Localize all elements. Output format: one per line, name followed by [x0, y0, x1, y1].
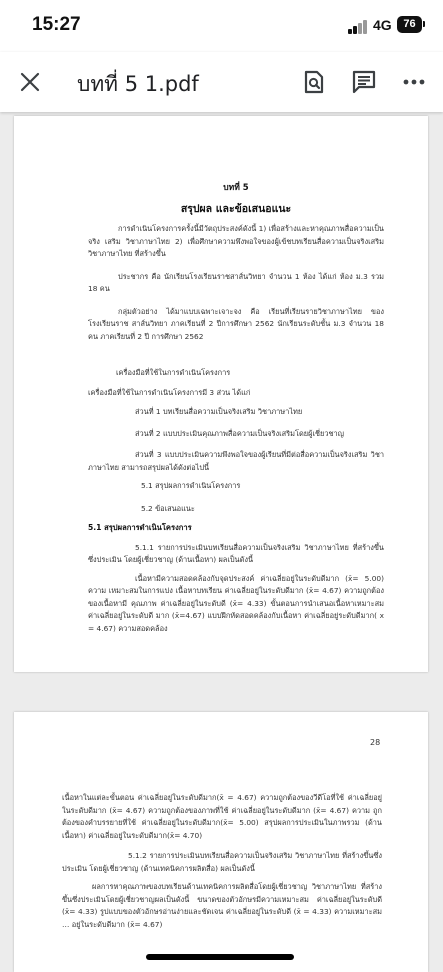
more-vert-icon — [403, 79, 425, 85]
status-time: 15:27 — [32, 14, 81, 35]
chapter-subtitle: สรุปผล และข้อเสนอแนะ — [180, 202, 292, 215]
population-paragraph: ประชากร คือ นักเรียนโรงเรียนราชสาส์นวิทยา จำนวน 1 ห้อง ได้แก่ ห้อง ม.3 รวม 18 คน — [88, 271, 384, 293]
section-5-1-1-paragraph: 5.1.1 รายการประเมินบทเรียนสื่อความเป็นจริงเสริม วิชาภาษาไทย ที่สร้างขึ้นซึ่งประเมิน โดยผู้เชี่ยวชาญ (ด้านเนื้อหา) ผลเป็นดังนี้ — [88, 542, 384, 564]
tool-part-1: ส่วนที่ 1 บทเรียนสื่อความเป็นจริงเสริม วิชาภาษาไทย — [135, 407, 303, 416]
section-heading-5-1: 5.1 สรุปผลการดำเนินโครงการ — [88, 523, 192, 532]
network-type: 4G — [373, 17, 392, 33]
tool-part-3: ส่วนที่ 3 แบบประเมินความพึงพอใจของผู้เรียนที่มีต่อสื่อความเป็นจริงเสริม วิชาภาษาไทย สามารถสรุปผลได้ดังต่อไปนี้ — [88, 450, 384, 472]
page-2-content — [62, 792, 382, 931]
app-bar — [0, 52, 443, 112]
tools-intro: เครื่องมือที่ใช้ในการดำเนินโครงการมี 3 ส่วน ได้แก่ — [88, 387, 251, 397]
section-5-1-2-paragraph: 5.1.2 รายการประเมินบทเรียนสื่อความเป็นจริงเสริม วิชาภาษาไทย ที่สร้างขึ้นซึ่งประเมิน โดยผู้เชี่ยวชาญ (ด้านเทคนิคการผลิตสื่อ) ผลเป็นดังนี้ — [62, 851, 382, 873]
battery-tip — [423, 21, 425, 27]
content-evaluation-continued: เนื้อหาในแต่ละขั้นตอน ค่าเฉลี่ยอยู่ในระดับดีมาก(x̄ = 4.67) ความถูกต้องของวีดีโอที่ใช้ ค่าเฉลี่ยอยู่ ในระดับดีมาก (x̄= 4.67) ความถูกต้องของภาพที่ใช้ ค่าเฉลี่ยอยู่ในระดับดีมาก (x̄= 4.67) ความ ถูกต้องของคำบรรยายที่ใช้ ค่าเฉลี่ยอยู่ในระดับดีมาก(x̄= 5.00) สรุปผลการประเมินในภาพรวม (ด้านเนื้อหา) ค่าเฉลี่ยอยู่ในระดับดีมาก(x̄= 4.70) — [62, 793, 382, 840]
battery-level: 76 — [403, 18, 416, 30]
more-options-button[interactable] — [396, 64, 432, 100]
status-bar — [0, 0, 443, 52]
objectives-paragraph: การดำเนินโครงการครั้งนี้มีวัตถุประสงค์ดังนี้ 1) เพื่อสร้างและหาคุณภาพสื่อความเป็นจริง เสริม วิชาภาษาไทย 2) เพื่อศึกษาความพึงพอใจของผู้เข้ชบทเรียนสื่อความเป็นจริงเสริม วิชาภาษาไทย ที่สร้างขึ้น — [88, 224, 384, 258]
technique-evaluation-paragraph: ผลการหาคุณภาพของบทเรียนด้านเทคนิคการผลิตสื่อโดยผู้เชี่ยวชาญ วิชาภาษาไทย ที่สร้างขึ้นซึ่งประเมินโดยผู้เชี่ยวชาญผลเป็นดังนี้ ขนาดของตัวอักษรมีความเหมาะสม ค่าเฉลี่ยอยู่ในระดับดี (x̄= 4.33) รูปแบบของตัวอักษรอ่านง่ายและชัดเจน ค่าเฉลี่ยอยู่ในระดับดี (x̄ = 4.33) ความเหมาะสม … อยู่ในระดับดีมาก (x̄= 4.67) — [62, 882, 382, 929]
chapter-title: บทที่ 5 — [223, 183, 249, 193]
page-1-content — [88, 182, 384, 635]
page-number: 28 — [370, 738, 381, 747]
sample-paragraph: กลุ่มตัวอย่าง ได้มาแบบเฉพาะเจาะจง คือ เรียนที่เรียนรายวิชาภาษาไทย ของโรงเรียนราช สาส์นวิทยา ภาคเรียนที่ 2 ปีการศึกษา 2562 นักเรียนระดับชั้น ม.3 จำนวน 18 คน ภาคเรียนที่ 2 ปี การศึกษา 2562 — [88, 306, 384, 341]
pdf-page-1[interactable] — [14, 116, 428, 672]
close-button[interactable] — [12, 64, 48, 100]
tools-heading: เครื่องมือที่ใช้ในการดำเนินโครงการ — [116, 368, 231, 377]
find-in-page-button[interactable] — [296, 64, 332, 100]
toc-item-5-1: 5.1 สรุปผลการดำเนินโครงการ — [141, 481, 241, 490]
comment-icon — [352, 70, 376, 94]
pdf-page-2[interactable] — [14, 712, 428, 972]
comment-button[interactable] — [346, 64, 382, 100]
document-title: บทที่ 5 1.pdf — [77, 72, 199, 96]
find-in-page-icon — [304, 70, 324, 94]
toc-item-5-2: 5.2 ข้อเสนอแนะ — [141, 503, 195, 513]
signal-strength-icon — [348, 20, 370, 34]
tool-part-2: ส่วนที่ 2 แบบประเมินคุณภาพสื่อความเป็นจริงเสริมโดยผู้เชี่ยวชาญ — [135, 428, 344, 438]
content-evaluation-paragraph: เนื้อหามีความสอดคล้องกับจุดประสงค์ ค่าเฉลี่ยอยู่ในระดับดีมาก (x̄= 5.00) ความ เหมาะสมในการแบ่ง เนื้อหาบทเรียน ค่าเฉลี่ยอยู่ในระดับดีมาก (x̄= 4.67) ความถูกต้องของเนื้อหามี คุณภาพ ค่าเฉลี่ยอยู่ในระดับดี (x̄= 4.33) ขั้นตอนการนำเสนอเนื้อหาเหมาะสม ค่าเฉลี่ยอยู่ในระดับดี มาก (x̄=4.67) แบบฝึกหัดสอดคล้องกับเนื้อหา ค่าเฉลี่ยอยู่ระดับดีมาก( x = 4.67) ความสอดคล้อง — [88, 573, 384, 633]
battery-icon — [397, 16, 422, 33]
redaction-mark — [146, 954, 294, 960]
close-icon — [20, 72, 40, 92]
